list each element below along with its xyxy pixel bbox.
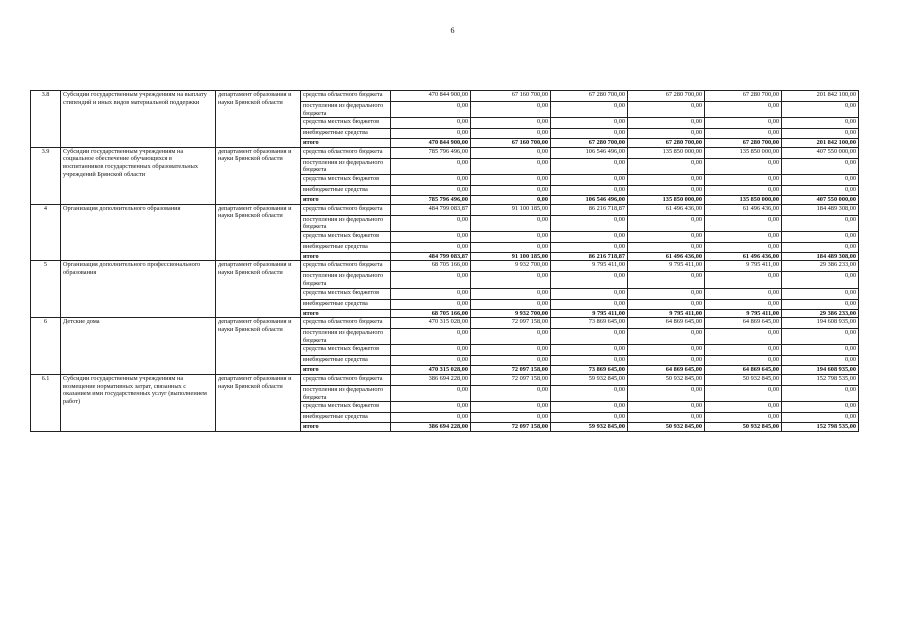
funding-source: поступления из федерального бюджета [301, 158, 391, 174]
amount-cell: 0,00 [471, 118, 551, 129]
amount-cell: 0,00 [391, 242, 471, 252]
amount-cell: 0,00 [471, 385, 551, 401]
amount-cell: 0,00 [471, 129, 551, 139]
amount-cell: 0,00 [551, 288, 628, 299]
funding-source: внебюджетные средства [301, 242, 391, 252]
amount-cell: 68 705 166,00 [391, 309, 471, 318]
amount-cell: 194 608 935,00 [782, 318, 859, 329]
amount-cell: 0,00 [391, 402, 471, 413]
amount-cell: 0,00 [551, 345, 628, 356]
amount-cell: 0,00 [705, 102, 782, 118]
amount-cell: 0,00 [391, 356, 471, 366]
amount-cell: 9 795 411,00 [551, 309, 628, 318]
table-row [31, 318, 859, 329]
amount-cell: 0,00 [782, 402, 859, 413]
amount-cell: 0,00 [782, 413, 859, 423]
amount-cell: 0,00 [391, 299, 471, 309]
amount-cell: 61 496 436,00 [705, 252, 782, 261]
amount-cell: 0,00 [391, 288, 471, 299]
amount-cell: 0,00 [628, 272, 705, 288]
amount-cell: 61 496 436,00 [628, 252, 705, 261]
amount-cell: 0,00 [391, 345, 471, 356]
amount-cell: 470 844 900,00 [391, 91, 471, 102]
amount-cell: 67 280 700,00 [705, 91, 782, 102]
amount-cell: 0,00 [391, 385, 471, 401]
amount-cell: 0,00 [471, 288, 551, 299]
item-executor: департамент образования и науки Брянской области [216, 204, 301, 261]
amount-cell: 0,00 [705, 231, 782, 242]
amount-cell: 0,00 [782, 158, 859, 174]
amount-cell: 0,00 [551, 299, 628, 309]
funding-source: итого [301, 195, 391, 204]
amount-cell: 484 799 083,87 [391, 204, 471, 215]
funding-source: внебюджетные средства [301, 129, 391, 139]
funding-source: внебюджетные средства [301, 299, 391, 309]
amount-cell: 9 795 411,00 [705, 309, 782, 318]
amount-cell: 201 842 100,00 [782, 139, 859, 148]
funding-source: средства местных бюджетов [301, 402, 391, 413]
amount-cell: 184 489 308,00 [782, 252, 859, 261]
item-name: Субсидии государственным учреждениям на выплату стипендий и иных видов материальной поддержки [61, 91, 216, 148]
funding-source: средства местных бюджетов [301, 174, 391, 185]
item-number: 3.9 [31, 147, 61, 204]
amount-cell: 0,00 [628, 215, 705, 231]
amount-cell: 67 280 700,00 [628, 91, 705, 102]
amount-cell: 73 869 645,00 [551, 318, 628, 329]
amount-cell: 0,00 [551, 272, 628, 288]
amount-cell: 194 608 935,00 [782, 366, 859, 375]
amount-cell: 0,00 [705, 299, 782, 309]
amount-cell: 0,00 [551, 413, 628, 423]
amount-cell: 0,00 [551, 129, 628, 139]
amount-cell: 0,00 [391, 185, 471, 195]
amount-cell: 0,00 [705, 288, 782, 299]
amount-cell: 0,00 [705, 402, 782, 413]
amount-cell: 0,00 [705, 174, 782, 185]
amount-cell: 0,00 [705, 329, 782, 345]
amount-cell: 152 798 535,00 [782, 374, 859, 385]
amount-cell: 0,00 [628, 174, 705, 185]
amount-cell: 0,00 [782, 242, 859, 252]
funding-source: итого [301, 252, 391, 261]
amount-cell: 0,00 [391, 129, 471, 139]
amount-cell: 0,00 [782, 215, 859, 231]
amount-cell: 785 796 496,00 [391, 147, 471, 158]
amount-cell: 0,00 [705, 272, 782, 288]
amount-cell: 0,00 [628, 185, 705, 195]
amount-cell: 72 097 158,00 [471, 374, 551, 385]
amount-cell: 0,00 [551, 158, 628, 174]
amount-cell: 0,00 [628, 329, 705, 345]
amount-cell: 64 869 645,00 [628, 318, 705, 329]
amount-cell: 0,00 [782, 129, 859, 139]
amount-cell: 0,00 [551, 402, 628, 413]
amount-cell: 50 932 845,00 [628, 423, 705, 432]
funding-source: внебюджетные средства [301, 356, 391, 366]
amount-cell: 0,00 [471, 272, 551, 288]
amount-cell: 0,00 [628, 242, 705, 252]
amount-cell: 0,00 [391, 174, 471, 185]
amount-cell: 67 160 700,00 [471, 91, 551, 102]
amount-cell: 29 386 233,00 [782, 261, 859, 272]
funding-source: внебюджетные средства [301, 185, 391, 195]
amount-cell: 0,00 [471, 102, 551, 118]
amount-cell: 64 869 645,00 [628, 366, 705, 375]
amount-cell: 0,00 [471, 345, 551, 356]
funding-source: поступления из федерального бюджета [301, 385, 391, 401]
amount-cell: 0,00 [551, 385, 628, 401]
amount-cell: 106 546 496,00 [551, 195, 628, 204]
item-name: Детские дома [61, 318, 216, 375]
amount-cell: 0,00 [782, 102, 859, 118]
amount-cell: 59 932 845,00 [551, 374, 628, 385]
item-number: 6.1 [31, 374, 61, 431]
amount-cell: 67 280 700,00 [551, 91, 628, 102]
amount-cell: 470 844 900,00 [391, 139, 471, 148]
amount-cell: 0,00 [551, 185, 628, 195]
funding-source: средства местных бюджетов [301, 118, 391, 129]
amount-cell: 0,00 [471, 215, 551, 231]
amount-cell: 0,00 [628, 299, 705, 309]
amount-cell: 86 216 718,87 [551, 252, 628, 261]
amount-cell: 0,00 [391, 231, 471, 242]
amount-cell: 135 850 000,00 [628, 147, 705, 158]
funding-source: средства областного бюджета [301, 204, 391, 215]
item-number: 3.8 [31, 91, 61, 148]
item-name: Субсидии государственным учреждениям на возмещение нормативных затрат, связанных с оказанием ими государственных услуг (выполнением работ) [61, 374, 216, 431]
amount-cell: 0,00 [551, 242, 628, 252]
amount-cell: 0,00 [391, 102, 471, 118]
amount-cell: 0,00 [705, 385, 782, 401]
budget-table [30, 90, 859, 432]
amount-cell: 470 315 028,00 [391, 366, 471, 375]
funding-source: итого [301, 139, 391, 148]
item-number: 4 [31, 204, 61, 261]
amount-cell: 0,00 [782, 272, 859, 288]
funding-source: средства областного бюджета [301, 91, 391, 102]
amount-cell: 0,00 [782, 329, 859, 345]
amount-cell: 0,00 [471, 329, 551, 345]
funding-source: средства местных бюджетов [301, 231, 391, 242]
amount-cell: 72 097 158,00 [471, 318, 551, 329]
amount-cell: 9 795 411,00 [705, 261, 782, 272]
amount-cell: 0,00 [705, 242, 782, 252]
amount-cell: 72 097 158,00 [471, 366, 551, 375]
amount-cell: 68 705 166,00 [391, 261, 471, 272]
amount-cell: 9 795 411,00 [551, 261, 628, 272]
amount-cell: 0,00 [471, 174, 551, 185]
amount-cell: 29 386 233,00 [782, 309, 859, 318]
item-executor: департамент образования и науки Брянской области [216, 318, 301, 375]
budget-table-body [31, 91, 859, 432]
amount-cell: 0,00 [628, 356, 705, 366]
amount-cell: 135 850 000,00 [628, 195, 705, 204]
amount-cell: 0,00 [782, 174, 859, 185]
amount-cell: 9 932 700,00 [471, 309, 551, 318]
amount-cell: 86 216 718,87 [551, 204, 628, 215]
amount-cell: 73 869 645,00 [551, 366, 628, 375]
amount-cell: 0,00 [471, 195, 551, 204]
amount-cell: 470 315 028,00 [391, 318, 471, 329]
amount-cell: 152 798 535,00 [782, 423, 859, 432]
amount-cell: 0,00 [471, 242, 551, 252]
amount-cell: 201 842 100,00 [782, 91, 859, 102]
item-number: 6 [31, 318, 61, 375]
amount-cell: 0,00 [628, 102, 705, 118]
table-row [31, 374, 859, 385]
amount-cell: 0,00 [782, 118, 859, 129]
amount-cell: 0,00 [628, 402, 705, 413]
amount-cell: 0,00 [782, 385, 859, 401]
amount-cell: 50 932 845,00 [705, 374, 782, 385]
amount-cell: 0,00 [782, 231, 859, 242]
amount-cell: 0,00 [705, 356, 782, 366]
funding-source: итого [301, 423, 391, 432]
amount-cell: 64 869 645,00 [705, 366, 782, 375]
amount-cell: 0,00 [551, 174, 628, 185]
amount-cell: 135 850 000,00 [705, 195, 782, 204]
funding-source: средства местных бюджетов [301, 345, 391, 356]
amount-cell: 0,00 [628, 385, 705, 401]
amount-cell: 0,00 [391, 329, 471, 345]
funding-source: средства областного бюджета [301, 147, 391, 158]
amount-cell: 0,00 [705, 345, 782, 356]
item-executor: департамент образования и науки Брянской области [216, 91, 301, 148]
amount-cell: 0,00 [471, 147, 551, 158]
amount-cell: 9 795 411,00 [628, 309, 705, 318]
amount-cell: 72 097 158,00 [471, 423, 551, 432]
funding-source: поступления из федерального бюджета [301, 215, 391, 231]
amount-cell: 135 850 000,00 [705, 147, 782, 158]
amount-cell: 0,00 [628, 231, 705, 242]
amount-cell: 0,00 [471, 231, 551, 242]
amount-cell: 0,00 [551, 231, 628, 242]
amount-cell: 0,00 [471, 299, 551, 309]
amount-cell: 61 496 436,00 [705, 204, 782, 215]
amount-cell: 0,00 [782, 288, 859, 299]
amount-cell: 0,00 [628, 129, 705, 139]
amount-cell: 0,00 [628, 413, 705, 423]
amount-cell: 91 100 185,00 [471, 252, 551, 261]
item-name: Субсидии государственным учреждениям на социальное обеспечение обучающихся в воспитанников государственных образовательных учреждений Брянской области [61, 147, 216, 204]
amount-cell: 785 796 496,00 [391, 195, 471, 204]
amount-cell: 484 799 083,87 [391, 252, 471, 261]
funding-source: поступления из федерального бюджета [301, 329, 391, 345]
amount-cell: 0,00 [551, 215, 628, 231]
funding-source: итого [301, 309, 391, 318]
amount-cell: 0,00 [551, 329, 628, 345]
amount-cell: 0,00 [782, 345, 859, 356]
amount-cell: 0,00 [551, 356, 628, 366]
amount-cell: 0,00 [705, 129, 782, 139]
amount-cell: 64 869 645,00 [705, 318, 782, 329]
amount-cell: 61 496 436,00 [628, 204, 705, 215]
funding-source: итого [301, 366, 391, 375]
amount-cell: 0,00 [782, 299, 859, 309]
table-row [31, 147, 859, 158]
amount-cell: 9 932 700,00 [471, 261, 551, 272]
amount-cell: 0,00 [471, 185, 551, 195]
amount-cell: 0,00 [391, 158, 471, 174]
amount-cell: 67 280 700,00 [628, 139, 705, 148]
amount-cell: 386 694 228,00 [391, 374, 471, 385]
amount-cell: 0,00 [391, 215, 471, 231]
funding-source: средства областного бюджета [301, 261, 391, 272]
amount-cell: 50 932 845,00 [705, 423, 782, 432]
amount-cell: 386 694 228,00 [391, 423, 471, 432]
amount-cell: 0,00 [391, 272, 471, 288]
item-number: 5 [31, 261, 61, 318]
amount-cell: 59 932 845,00 [551, 423, 628, 432]
amount-cell: 0,00 [628, 345, 705, 356]
amount-cell: 0,00 [391, 118, 471, 129]
amount-cell: 0,00 [551, 118, 628, 129]
amount-cell: 67 160 700,00 [471, 139, 551, 148]
amount-cell: 0,00 [705, 118, 782, 129]
amount-cell: 0,00 [782, 185, 859, 195]
amount-cell: 0,00 [705, 185, 782, 195]
amount-cell: 0,00 [628, 118, 705, 129]
amount-cell: 0,00 [705, 413, 782, 423]
item-name: Организация дополнительного образования [61, 204, 216, 261]
funding-source: внебюджетные средства [301, 413, 391, 423]
page-number: 6 [450, 26, 455, 35]
item-executor: департамент образования и науки Брянской области [216, 374, 301, 431]
table-row [31, 91, 859, 102]
table-row [31, 204, 859, 215]
funding-source: средства областного бюджета [301, 318, 391, 329]
item-executor: департамент образования и науки Брянской области [216, 261, 301, 318]
amount-cell: 67 280 700,00 [705, 139, 782, 148]
amount-cell: 0,00 [391, 413, 471, 423]
amount-cell: 0,00 [551, 102, 628, 118]
amount-cell: 0,00 [471, 413, 551, 423]
funding-source: средства местных бюджетов [301, 288, 391, 299]
amount-cell: 0,00 [705, 158, 782, 174]
amount-cell: 50 932 845,00 [628, 374, 705, 385]
amount-cell: 0,00 [782, 356, 859, 366]
amount-cell: 0,00 [471, 158, 551, 174]
amount-cell: 0,00 [628, 158, 705, 174]
amount-cell: 184 489 308,00 [782, 204, 859, 215]
amount-cell: 0,00 [628, 288, 705, 299]
amount-cell: 407 550 000,00 [782, 195, 859, 204]
funding-source: средства областного бюджета [301, 374, 391, 385]
amount-cell: 0,00 [471, 402, 551, 413]
item-executor: департамент образования и науки Брянской области [216, 147, 301, 204]
funding-source: поступления из федерального бюджета [301, 272, 391, 288]
table-row [31, 261, 859, 272]
item-name: Организация дополнительного профессионального образования [61, 261, 216, 318]
amount-cell: 67 280 700,00 [551, 139, 628, 148]
funding-source: поступления из федерального бюджета [301, 102, 391, 118]
amount-cell: 407 550 000,00 [782, 147, 859, 158]
amount-cell: 0,00 [705, 215, 782, 231]
amount-cell: 106 546 496,00 [551, 147, 628, 158]
amount-cell: 9 795 411,00 [628, 261, 705, 272]
amount-cell: 91 100 185,00 [471, 204, 551, 215]
amount-cell: 0,00 [471, 356, 551, 366]
